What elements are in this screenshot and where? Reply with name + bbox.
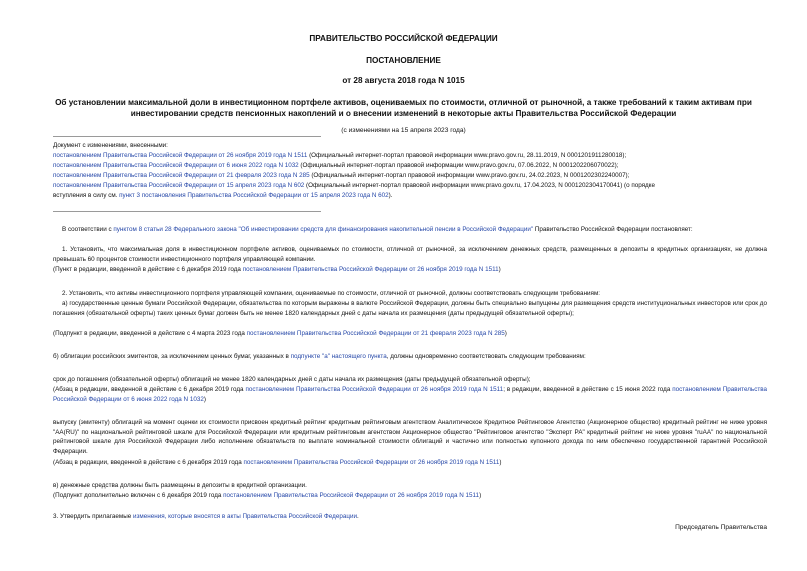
change-item: постановлением Правительства Российской Федерации от 6 июня 2022 года N 1032 (Официальный интернет-портал правовой информации www.pravo.gov.ru, 07.06.2022, N 0001202206070022);	[53, 162, 619, 169]
subclause-link[interactable]: подпункте "а" настоящего пункта	[290, 353, 387, 360]
amendment-link[interactable]: постановлением Правительства Российской Федерации от 26 ноября 2019 года N 1511	[245, 386, 504, 393]
paragraph-3: 3. Утвердить прилагаемые изменения, которые вносятся в акты Правительства Российской Федерации.	[53, 513, 359, 520]
paragraph-2b-1-note: (Абзац в редакции, введенной в действие с 6 декабря 2019 года постановлением Правительства Российской Федерации от 26 ноября 2019 года N 1511; в редакции, введенной в действие с 15 июня 2022 года постановлением Правительства Российской Федерации от 6 июня 2022 года N 1032)	[53, 386, 767, 403]
changes-intro: Документ с изменениями, внесенными:	[53, 142, 168, 149]
changes-link[interactable]: изменения, которые вносятся в акты Правительства Российской Федерации	[133, 513, 357, 520]
paragraph-2c: в) денежные средства должны быть размещены в депозиты в кредитной организации.	[53, 482, 307, 489]
change-item: постановлением Правительства Российской Федерации от 15 апреля 2023 года N 602 (Официальный интернет-портал правовой информации www.pravo.gov.ru, 17.04.2023, N 0001202304170041) (о порядке	[53, 182, 655, 189]
amendment-link[interactable]: постановлением Правительства Российской Федерации от 6 июня 2022 года N 1032	[53, 386, 767, 403]
paragraph-2b-1: срок до погашения (обязательной оферты) облигаций не менее 1820 календарных дней с даты начала их размещения (даты предыдущей обязательной оферты);	[53, 376, 531, 383]
amendment-link[interactable]: постановлением Правительства Российской Федерации от 26 ноября 2019 года N 1511	[223, 492, 480, 499]
edition-note: (с изменениями на 15 апреля 2023 года)	[341, 127, 466, 134]
bottom-divider	[53, 211, 321, 212]
signature: Председатель Правительства	[675, 524, 767, 531]
change-link[interactable]: постановлением Правительства Российской Федерации от 26 ноября 2019 года N 1511	[53, 152, 308, 159]
document-type: ПОСТАНОВЛЕНИЕ	[366, 56, 441, 65]
change-item: постановлением Правительства Российской Федерации от 21 февраля 2023 года N 285 (Официальный интернет-портал правовой информации www.pravo.gov.ru, 24.02.2023, N 0001202302240007);	[53, 172, 630, 179]
paragraph-2b-2: выпуску (эмитенту) облигаций на момент оценки их стоимости присвоен кредитный рейтинг кредитным рейтинговым агентством Аналитическое Кредитное Рейтинговое Агентство (Акционерное общество) кредитный рейтинг не ниже уровня "AA(RU)" по национальной рейтинговой шкале для Российской Федерации или кредитным рейтинговым агентством Акционерное общество "Рейтинговое агентство "Эксперт РА" кредитный рейтинг не ниже уровня "ruAA" по национальной рейтинговой шкале для Российской Федерации либо исполнение обязательств по выплате номинальной стоимости облигаций и частично или полностью купонного дохода по ним обеспечено государственной гарантией Российской Федерации.	[53, 419, 767, 455]
paragraph-2a-note: (Подпункт в редакции, введенной в действие с 4 марта 2023 года постановлением Правительства Российской Федерации от 21 февраля 2023 года N 285)	[53, 330, 507, 337]
amendment-link[interactable]: постановлением Правительства Российской Федерации от 26 ноября 2019 года N 1511	[243, 459, 500, 466]
paragraph-2b: б) облигации российских эмитентов, за исключением ценных бумаг, указанных в подпункте "а" настоящего пункта, должны одновременно соответствовать следующим требованиям:	[53, 353, 586, 360]
paragraph-2a: а) государственные ценные бумаги Российской Федерации, обязательства по которым выражены в валюте Российской Федерации, должны быть специально выпущены для размещения средств институциональных инвесторов или срок до погашения (обязательной оферты) таких ценных бумаг должен быть не менее 1820 календарных дней с даты начала их размещения (даты предыдущей обязательной оферты);	[53, 300, 767, 317]
paragraph-2: 2. Установить, что активы инвестиционного портфеля управляющей компании, оцениваемые по стоимости, отличной от рыночной, должны соответствовать следующим требованиям:	[62, 290, 601, 297]
change-link[interactable]: постановлением Правительства Российской Федерации от 21 февраля 2023 года N 285	[53, 172, 310, 179]
preamble-paragraph: В соответствии с пунктом 8 статьи 28 Федерального закона "Об инвестировании средств для финансирования накопительной пенсии в Российской Федерации" Правительство Российской Федерации постановляет:	[62, 226, 693, 233]
change-item: постановлением Правительства Российской Федерации от 26 ноября 2019 года N 1511 (Официальный интернет-портал правовой информации www.pravo.gov.ru, 28.11.2019, N 0001201911280018);	[53, 152, 627, 159]
law-link[interactable]: пунктом 8 статьи 28 Федерального закона "Об инвестировании средств для финансирования накопительной пенсии в Российской Федерации"	[113, 226, 534, 233]
amendment-link[interactable]: постановлением Правительства Российской Федерации от 26 ноября 2019 года N 1511	[242, 266, 499, 273]
change-link[interactable]: пункт 3 постановления Правительства Российской Федерации от 15 апреля 2023 года N 602	[119, 192, 389, 199]
document-title: Об установлении максимальной доли в инвестиционном портфеле активов, оцениваемых по стоимости, отличной от рыночной, а также требований к таким активам при инвестировании средств пенсионных накоплений и о внесении изменений в некоторые акты Правительства Российской Федерации	[55, 98, 752, 118]
amendment-link[interactable]: постановлением Правительства Российской Федерации от 21 февраля 2023 года N 285	[246, 330, 505, 337]
paragraph-2c-note: (Подпункт дополнительно включен с 6 декабря 2019 года постановлением Правительства Российской Федерации от 26 ноября 2019 года N 1511)	[53, 492, 482, 499]
change-link[interactable]: постановлением Правительства Российской Федерации от 6 июня 2022 года N 1032	[53, 162, 299, 169]
government-heading: ПРАВИТЕЛЬСТВО РОССИЙСКОЙ ФЕДЕРАЦИИ	[309, 34, 498, 43]
paragraph-2b-2-note: (Абзац в редакции, введенной в действие с 6 декабря 2019 года постановлением Правительства Российской Федерации от 26 ноября 2019 года N 1511)	[53, 459, 502, 466]
paragraph-1-note: (Пункт в редакции, введенной в действие с 6 декабря 2019 года постановлением Правительства Российской Федерации от 26 ноября 2019 года N 1511)	[53, 266, 501, 273]
top-divider	[53, 136, 321, 137]
document-date-number: от 28 августа 2018 года N 1015	[342, 76, 465, 85]
paragraph-1: 1. Установить, что максимальная доля в инвестиционном портфеле активов, оцениваемых по стоимости, отличной от рыночной, за исключением денежных средств, размещенных в депозиты в кредитных организациях, не должна превышать 60 процентов стоимости инвестиционного портфеля управляющей компании.	[53, 246, 767, 263]
change-item-continuation: вступления в силу см. пункт 3 постановления Правительства Российской Федерации от 15 апреля 2023 года N 602).	[53, 192, 393, 199]
change-link[interactable]: постановлением Правительства Российской Федерации от 15 апреля 2023 года N 602	[53, 182, 305, 189]
